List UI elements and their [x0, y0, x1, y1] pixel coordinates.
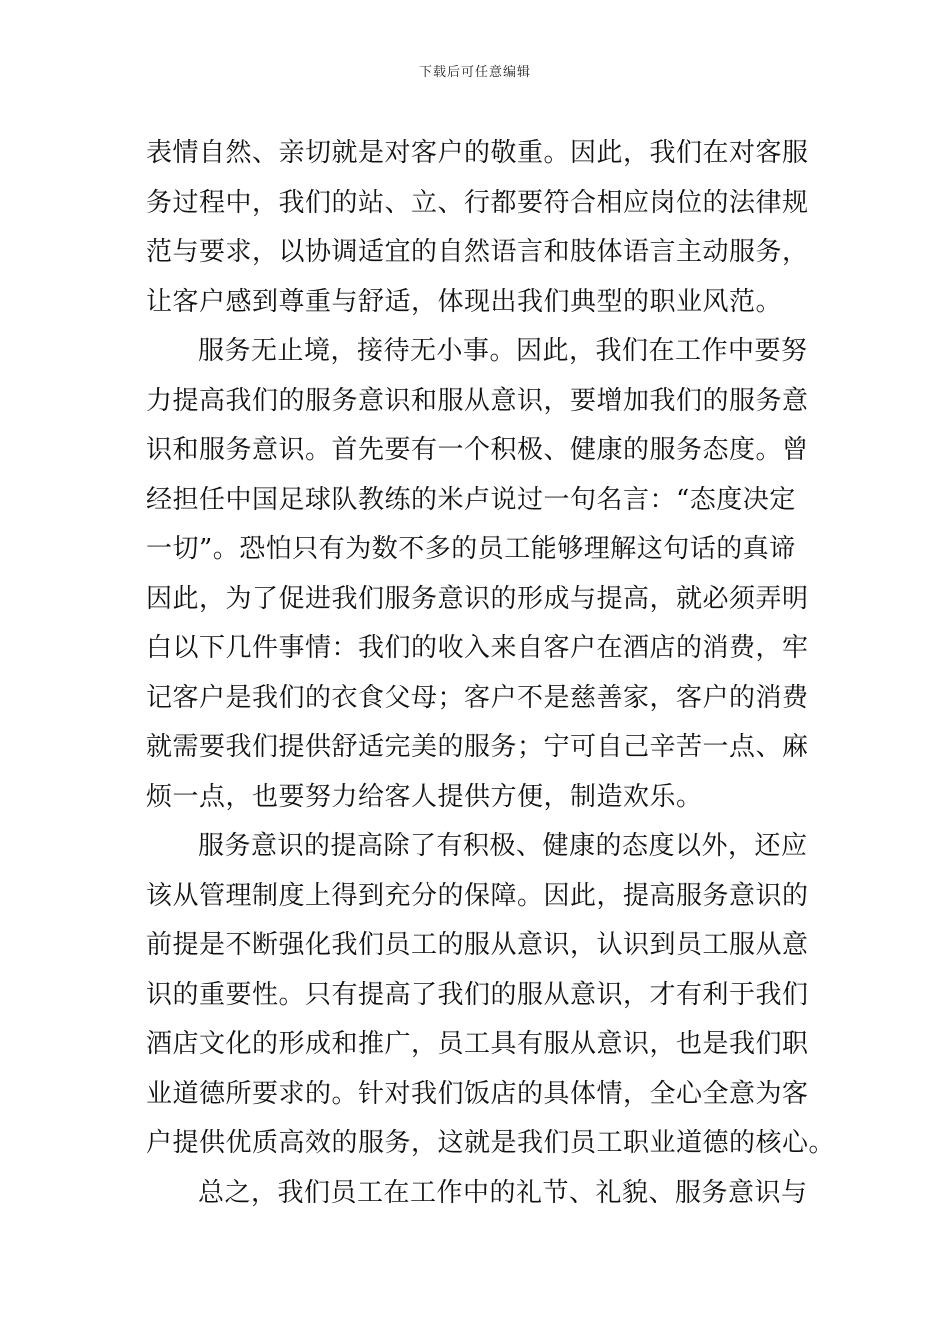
text-line: 范与要求，以协调适宜的自然语言和肢体语言主动服务， [146, 237, 809, 267]
page-header: 下载后可任意编辑 [418, 65, 531, 80]
text-line: 酒店文化的形成和推广，员工具有服从意识，也是我们职 [146, 1029, 809, 1059]
text-line: 总之，我们员工在工作中的礼节、礼貌、服务意识与 [198, 1177, 808, 1208]
text-line: 服务无止境，接待无小事。因此，我们在工作中要努 [198, 336, 808, 366]
text-line: 服务意识的提高除了有积极、健康的态度以外，还应 [198, 831, 808, 861]
text-line: 力提高我们的服务意识和服从意识，要增加我们的服务意 [146, 385, 809, 416]
text-line: 表情自然、亲切就是对客户的敬重。因此，我们在对客服 [146, 138, 809, 168]
text-line: 识的重要性。只有提高了我们的服从意识，才有利于我们 [146, 979, 809, 1010]
text-line: 务过程中，我们的站、立、行都要符合相应岗位的法律规 [146, 187, 809, 218]
text-line: 识和服务意识。首先要有一个积极、健康的服务态度。曾 [146, 435, 809, 465]
text-line: 白以下几件事情：我们的收入来自客户在酒店的消费，牢 [146, 633, 809, 663]
text-line: 一切”。恐怕只有为数不多的员工能够理解这句话的真谛 [146, 534, 796, 564]
text-line: 业道德所要求的。针对我们饭店的具体情，全心全意为客 [146, 1078, 809, 1109]
body-text [146, 129, 836, 1218]
text-line: 烦一点，也要努力给客人提供方便，制造欢乐。 [146, 781, 703, 812]
text-line: 因此，为了促进我们服务意识的形成与提高，就必须弄明 [146, 583, 809, 614]
text-line: 记客户是我们的衣食父母；客户不是慈善家，客户的消费 [146, 682, 809, 713]
text-line: 就需要我们提供舒适完美的服务；宁可自己辛苦一点、麻 [146, 732, 809, 762]
text-line: 让客户感到尊重与舒适，体现出我们典型的职业风范。 [146, 286, 783, 317]
text-line: 户提供优质高效的服务，这就是我们员工职业道德的核心。 [146, 1128, 836, 1158]
text-line: 经担任中国足球队教练的米卢说过一句名言：“态度决定 [146, 484, 796, 515]
text-line: 前提是不断强化我们员工的服从意识，认识到员工服从意 [146, 930, 809, 960]
text-line: 该从管理制度上得到充分的保障。因此，提高服务意识的 [146, 880, 809, 911]
